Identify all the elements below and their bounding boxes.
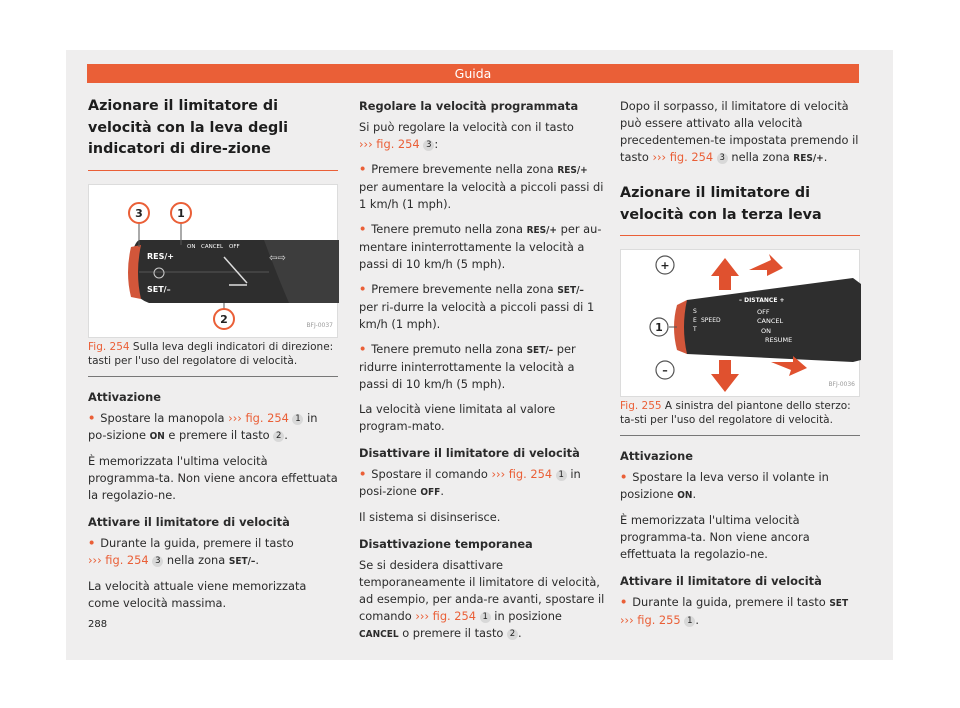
- label-resume: RESUME: [765, 336, 793, 344]
- key-res: RES/+: [557, 165, 588, 176]
- section-heading-lever: Azionare il limitatore di velocità con la leva degli indicatori di dire-zione: [88, 98, 289, 157]
- bullet-durante-guida: • Durante la guida, premere il tasto ››› fig. 254 3 nella zona SET/–.: [88, 535, 338, 570]
- label-off: OFF: [757, 308, 770, 316]
- arrow-up-icon: [711, 258, 739, 290]
- paragraph-disinserisce: Il sistema si disinserisce.: [359, 510, 501, 524]
- section-heading-third-lever: Azionare il limitatore di velocità con la terza leva: [620, 185, 822, 223]
- column-1: [88, 96, 338, 612]
- figure-code: BFJ-0036: [828, 381, 855, 388]
- page-number: 288: [88, 619, 108, 630]
- heading-attivazione: Attivazione: [620, 449, 693, 463]
- key-set: SET/–: [557, 285, 584, 296]
- lever-label-res: RES/+: [147, 251, 175, 261]
- callout-plus: +: [660, 259, 670, 272]
- label-t: T: [693, 326, 697, 333]
- caption-fig-number: Fig. 254: [88, 340, 130, 353]
- label-distance: – DISTANCE +: [739, 297, 785, 304]
- paragraph-regolare: Si può regolare la velocità con il tasto ››› fig. 254 3 :: [359, 120, 574, 151]
- paragraph-temporanea: Se si desidera disattivare temporaneamente il limitatore di velocità, ad esempio, per anda-re avanti, spostare il comando ››› fig. 254 1 in posizione CANCEL o premere il tasto 2 .: [359, 558, 605, 640]
- callout-badge: 1: [480, 612, 491, 623]
- label-speed: SPEED: [701, 317, 721, 324]
- heading-attivazione: Attivazione: [88, 389, 161, 404]
- column-2: [359, 96, 605, 643]
- fig-link[interactable]: ››› fig. 254: [415, 609, 477, 623]
- caption-text: A sinistra del piantone dello sterzo: ta-sti per l'uso del regolatore di velocità.: [620, 400, 851, 426]
- heading-regolare: Regolare la velocità programmata: [359, 99, 579, 113]
- heading-rule: [620, 235, 860, 236]
- figure-code: BFJ-0037: [306, 321, 333, 329]
- section-header: [87, 64, 859, 83]
- callout-badge: 3: [717, 153, 728, 164]
- figure-255: [620, 249, 860, 397]
- label-cancel: CANCEL: [757, 317, 784, 325]
- key-on: ON: [677, 490, 693, 501]
- callout-badge: 1: [684, 616, 695, 627]
- callout-1: 1: [655, 321, 663, 334]
- fig-link[interactable]: ››› fig. 254: [228, 410, 289, 425]
- third-lever-illustration: [621, 250, 861, 396]
- callout-minus: –: [662, 364, 668, 377]
- callout-1: 1: [177, 206, 185, 220]
- callout-badge: 1: [292, 414, 303, 425]
- bullet-set-short: • Premere brevemente nella zona SET/– per ri-durre la velocità a piccoli passi di 1 km/h (1 mph).: [359, 281, 605, 333]
- indicator-arrows-icon: ⇦⇨: [269, 252, 286, 264]
- fig-link[interactable]: ››› fig. 255: [620, 613, 681, 627]
- caption-text: Sulla leva degli indicatori di direzione: tasti per l'uso del regolatore di velocità.: [88, 340, 334, 367]
- key-res: RES/+: [526, 225, 557, 236]
- callout-badge: 2: [507, 629, 518, 640]
- bullet-spostare-comando: • Spostare il comando ››› fig. 254 1 in posi-zione OFF.: [359, 466, 605, 501]
- heading-temporanea: Disattivazione temporanea: [359, 537, 533, 551]
- paragraph-sorpasso: Dopo il sorpasso, il limitatore di velocità può essere attivato alla velocità precedentemen-te impostata premendo il tasto ››› fig. 254 3 nella zona RES/+.: [620, 99, 859, 164]
- fig-link[interactable]: ››› fig. 254: [359, 137, 420, 151]
- column-3: [620, 96, 860, 629]
- callout-badge: 1: [556, 470, 567, 481]
- section-title: Guida: [454, 66, 492, 81]
- key-res: RES/+: [793, 153, 824, 164]
- lever-label-cancel: CANCEL: [201, 243, 224, 250]
- label-e: E: [693, 317, 697, 324]
- key-off: OFF: [420, 487, 441, 498]
- bullet-durante-guida: • Durante la guida, premere il tasto SET ››› fig. 255 1 .: [620, 594, 860, 629]
- lever-label-set: SET/–: [147, 284, 171, 294]
- callout-badge: 3: [152, 556, 163, 567]
- figure-254: [88, 184, 338, 338]
- key-set: SET/–: [228, 555, 256, 567]
- heading-attivare: Attivare il limitatore di velocità: [620, 574, 822, 588]
- callout-badge: 3: [423, 140, 434, 151]
- bullet-res-short: • Premere brevemente nella zona RES/+ per aumentare la velocità a piccoli passi di 1 km/h (1 mph).: [359, 161, 605, 213]
- heading-disattivare: Disattivare il limitatore di velocità: [359, 446, 580, 460]
- key-set: SET: [829, 598, 849, 609]
- lever-label-off: OFF: [229, 243, 240, 250]
- heading-attivare: Attivare il limitatore di velocità: [88, 514, 290, 529]
- paragraph-memorizzata: È memorizzata l'ultima velocità programma-ta. Non viene ancora effettuata la regolazio-ne.: [620, 513, 810, 561]
- key-cancel: CANCEL: [359, 629, 399, 640]
- heading-rule: [88, 170, 338, 171]
- label-on: ON: [761, 327, 771, 335]
- arrow-down-icon: [711, 360, 739, 392]
- callout-3: 3: [135, 206, 143, 220]
- key-set: SET/–: [526, 345, 554, 356]
- bullet-set-long: • Tenere premuto nella zona SET/– per ridurre ininterrottamente la velocità a passi di 10 km/h (5 mph).: [359, 341, 605, 393]
- bullet-spostare-manopola: • Spostare la manopola ››› fig. 254 1 in po-sizione ON e premere il tasto 2 .: [88, 410, 338, 445]
- caption-fig-number: Fig. 255: [620, 400, 662, 412]
- fig-link[interactable]: ››› fig. 254: [652, 150, 714, 164]
- label-s: S: [693, 308, 697, 315]
- callout-badge: 2: [273, 431, 284, 442]
- figure-255-caption: [620, 399, 860, 436]
- figure-254-caption: [88, 340, 338, 377]
- lever-illustration: [89, 185, 339, 337]
- fig-link[interactable]: ››› fig. 254: [491, 467, 553, 481]
- callout-2: 2: [220, 312, 228, 326]
- key-on: ON: [149, 430, 165, 442]
- bullet-res-long: • Tenere premuto nella zona RES/+ per au-mentare ininterrottamente la velocità a passi di 10 km/h (5 mph).: [359, 221, 605, 273]
- paragraph-velocita-attuale: La velocità attuale viene memorizzata come velocità massima.: [88, 578, 307, 610]
- arrow-forward-icon: [749, 254, 783, 276]
- paragraph-memorizzata: È memorizzata l'ultima velocità programma-ta. Non viene ancora effettuata la regolazio-ne.: [88, 453, 338, 502]
- bullet-spostare-leva: • Spostare la leva verso il volante in posizione ON.: [620, 469, 860, 504]
- fig-link[interactable]: ››› fig. 254: [88, 552, 149, 567]
- paragraph-limitata: La velocità viene limitata al valore program-mato.: [359, 402, 556, 433]
- lever-label-on: ON: [187, 243, 196, 250]
